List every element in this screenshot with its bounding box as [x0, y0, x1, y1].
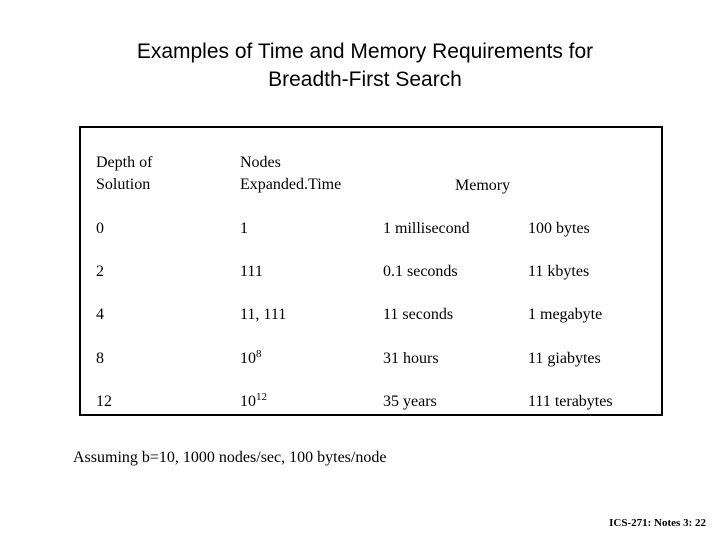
header-nodes-line-1: Nodes [240, 154, 281, 171]
row-2-time: 11 seconds [383, 306, 454, 323]
row-2-memory: 1 megabyte [528, 306, 603, 323]
row-1-depth: 2 [96, 263, 104, 280]
row-4-memory: 111 terabytes [528, 393, 613, 410]
row-4-time: 35 years [383, 393, 437, 410]
row-4-nodes [240, 391, 267, 413]
row-2-depth: 4 [96, 306, 104, 323]
row-3-nodes-base: 10 [240, 350, 256, 367]
row-0-time: 1 millisecond [383, 220, 470, 237]
header-depth [96, 152, 152, 196]
row-1-time: 0.1 seconds [383, 263, 458, 280]
slide-title [0, 38, 720, 94]
row-3-time: 31 hours [383, 350, 439, 367]
row-3-nodes [240, 348, 262, 370]
row-0-memory: 100 bytes [528, 220, 590, 237]
row-4-nodes-base: 10 [240, 393, 256, 410]
row-0-nodes: 1 [240, 220, 248, 237]
row-3-nodes-exponent: 8 [256, 348, 262, 360]
row-3-memory: 11 giabytes [528, 350, 601, 367]
header-depth-line-2: Solution [96, 176, 151, 193]
row-3-depth: 8 [96, 350, 104, 367]
row-1-memory: 11 kbytes [528, 263, 590, 280]
row-0-depth: 0 [96, 220, 104, 237]
slide-title-line-2: Breadth-First Search [268, 68, 462, 91]
slide-footer: ICS-271: Notes 3: 22 [609, 517, 706, 529]
row-4-depth: 12 [96, 393, 112, 410]
header-nodes-line-2: Expanded.Time [240, 176, 342, 193]
slide-title-line-1: Examples of Time and Memory Requirements for [136, 40, 594, 63]
row-1-nodes: 111 [240, 263, 263, 280]
header-depth-line-1: Depth of [96, 154, 153, 171]
row-2-nodes: 11, 111 [240, 306, 287, 323]
assumption-note: Assuming b=10, 1000 nodes/sec, 100 bytes/node [73, 449, 387, 466]
header-memory: Memory [455, 177, 511, 194]
row-4-nodes-exponent: 12 [256, 391, 267, 403]
header-nodes-time [240, 152, 341, 196]
